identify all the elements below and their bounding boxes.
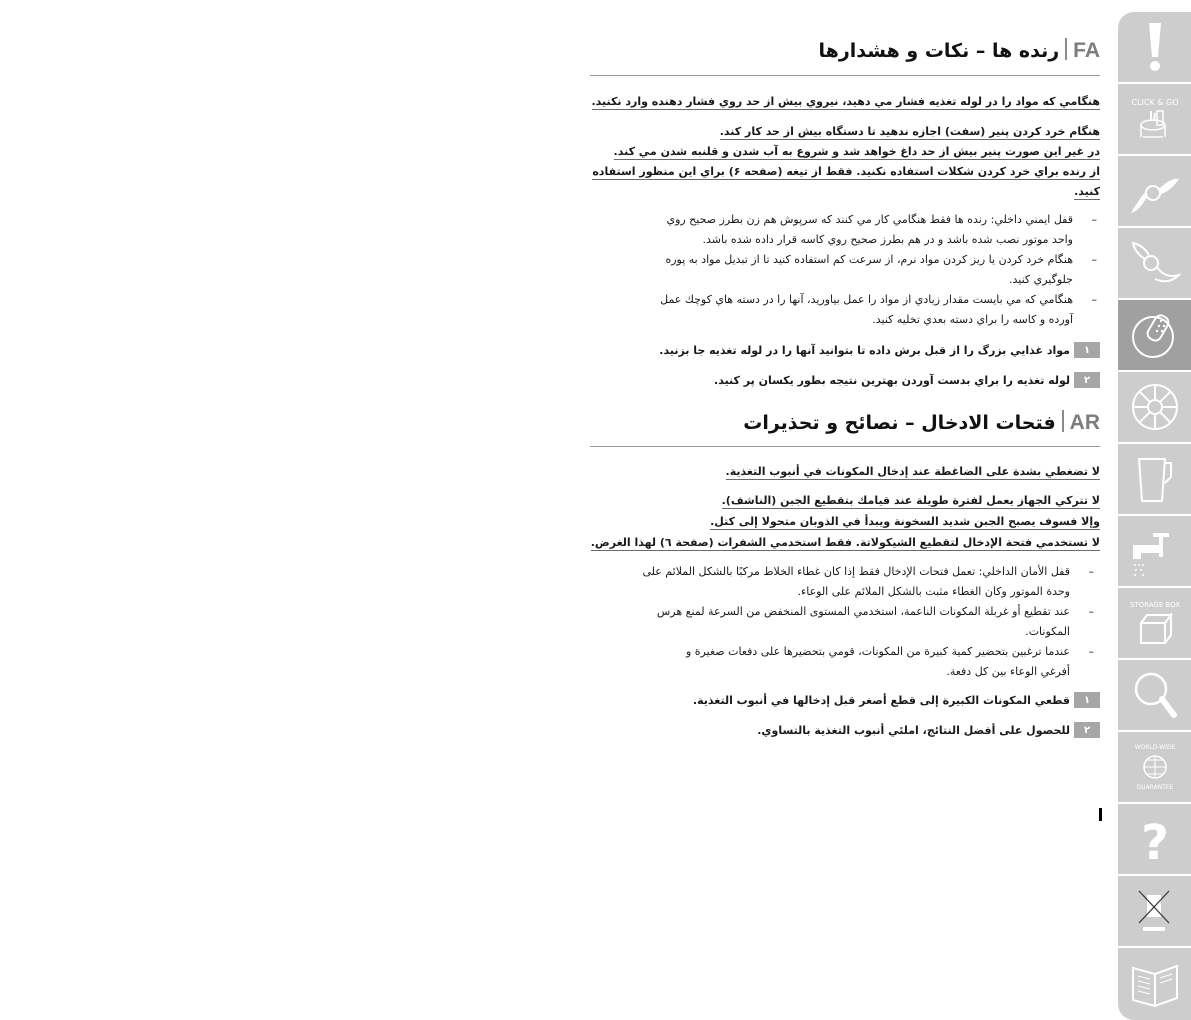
ar-lang-code: AR xyxy=(1069,411,1100,434)
fa-warning-3: در غير اين صورت پنير بيش از حد داغ خواهد شد و شروع به آب شدن و قلنبه شدن مي كند. xyxy=(613,145,1100,158)
tab-blade-1[interactable] xyxy=(1118,156,1191,228)
question-mark-icon xyxy=(1129,811,1181,867)
ar-warning-2: لا تتركي الجهاز يعمل لفترة طويلة عند قيامك بتقطيع الجبن (الناشف). xyxy=(721,494,1100,507)
title-separator xyxy=(1065,38,1067,60)
tab-blender-jug[interactable] xyxy=(1118,444,1191,516)
tab-help[interactable] xyxy=(1118,804,1191,876)
tab-whisk-disc[interactable] xyxy=(1118,372,1191,444)
fa-step-2 xyxy=(714,372,1100,388)
svg-text:GUARANTEE: GUARANTEE xyxy=(1136,784,1173,791)
tab-click-and-go[interactable] xyxy=(1118,84,1191,156)
crossed-bin-icon xyxy=(1129,883,1181,939)
magnifier-icon xyxy=(1129,667,1181,723)
blade-icon xyxy=(1129,163,1181,219)
click-and-go-icon xyxy=(1129,91,1181,147)
fa-bullet-list xyxy=(595,210,1105,330)
step-number-badge: ۲ xyxy=(1074,372,1100,388)
fa-step-1 xyxy=(659,342,1100,358)
fa-warning-4: از رنده براي خرد كردن شكلات استفاده نكنيد. فقط از تيغه (صفحه ۶) براي اين منظور استفاده xyxy=(592,165,1100,178)
tab-warning[interactable] xyxy=(1118,12,1191,84)
jug-icon xyxy=(1129,451,1181,507)
step-text: قطعي المكونات الكبيرة إلى قطع أصغر قبل إدخالها في أنبوب التغذية. xyxy=(692,693,1070,707)
fa-lang-code: FA xyxy=(1073,39,1100,62)
step-text: للحصول على أفضل النتائج، املئي أنبوب التغذية بالتساوي. xyxy=(757,723,1070,737)
fa-title-text: رنده ها – نکات و هشدارها xyxy=(818,40,1060,62)
tab-grater-discs[interactable] xyxy=(1118,300,1191,372)
step-text: لوله تغذيه را براي بدست آوردن بهترين نتيجه بطور يكسان پر كنيد. xyxy=(714,373,1070,387)
tab-storage-box[interactable] xyxy=(1118,588,1191,660)
fa-bullet-item: – قفل ايمني داخلي: رنده ها فقط هنگامي كار مي كنند كه سرپوش هم زن بطرز صحيح روي واحد موتور نصب شده باشد و در هم بطرز صحيح روي كاسه قرار داده شده باشد. xyxy=(666,213,1097,246)
fa-bullet-item: – هنگام خرد كردن يا ريز كردن مواد نرم، از سرعت كم استفاده كنيد تا از تبديل مواد به پوره جلوگيري كنيد. xyxy=(665,253,1097,286)
dough-blade-icon xyxy=(1129,235,1181,291)
ar-warning-4: لا تستخدمي فتحة الإدخال لتقطيع الشيكولاتة. فقط استخدمي الشفرات (صفحة ٦) لهذا الغرض. xyxy=(590,536,1100,549)
step-text: مواد غذايي بزرگ را از قبل برش داده تا بتوانيد آنها را در لوله تغذيه جا بزنيد. xyxy=(659,343,1070,357)
title-separator xyxy=(1062,410,1064,432)
tab-cleaning[interactable] xyxy=(1118,516,1191,588)
tab-blade-2[interactable] xyxy=(1118,228,1191,300)
ar-warning-3: وإلا فسوف يصبح الجبن شديد السخونة ويبدأ في الذوبان متحولا إلى كتل. xyxy=(710,515,1100,528)
ar-bullet-item: – قفل الأمان الداخلي: تعمل فتحات الإدخال فقط إذا كان غطاء الخلاط مركبًا بالشكل الملائم على وحدة الموتور وكان الغطاء مثبت بالشكل الملائم على الوعاء. xyxy=(642,565,1094,598)
storage-box-icon xyxy=(1129,595,1181,651)
emulsifying-disc-icon xyxy=(1129,379,1181,435)
tab-disposal[interactable] xyxy=(1118,876,1191,948)
svg-text:?: ? xyxy=(1140,815,1169,867)
open-book-icon xyxy=(1129,956,1181,1012)
svg-text:STORAGE BOX: STORAGE BOX xyxy=(1129,601,1180,609)
ar-title-text: فتحات الادخال – نصائح و تحذيرات xyxy=(743,412,1056,434)
fa-warning-2: هنگام خرد كردن پنير (سفت) اجازه ندهيد تا دستگاه بيش از حد كار كند. xyxy=(719,125,1100,138)
step-number-badge: ۱ xyxy=(1074,342,1100,358)
ar-step-2 xyxy=(757,722,1100,738)
fa-section-title xyxy=(590,38,1100,63)
chapter-tabs xyxy=(1118,12,1191,1020)
tab-troubleshooting[interactable] xyxy=(1118,660,1191,732)
ar-title-divider xyxy=(590,446,1100,447)
step-number-badge: ١ xyxy=(1074,692,1100,708)
world-guarantee-icon xyxy=(1129,739,1181,795)
svg-text:WORLD-WIDE: WORLD-WIDE xyxy=(1134,744,1175,751)
ar-bullet-item: – عند تقطيع أو غربلة المكونات الناعمة، استخدمي المستوى المنخفض من السرعة لمنع هرس المكونات. xyxy=(656,605,1094,638)
fa-bullet-item: – هنگامي كه مي بايست مقدار زيادي از مواد را عمل بياوريد، آنها را در دسته هاي كوچك عمل آورده و كاسه را براي دسته بعدي تخليه كنيد. xyxy=(660,293,1097,326)
ar-section-title xyxy=(590,410,1100,435)
fa-title-divider xyxy=(590,75,1100,76)
page-marker xyxy=(1099,808,1102,821)
svg-text:CLICK & GO: CLICK & GO xyxy=(1130,98,1179,107)
exclamation-icon xyxy=(1129,19,1181,75)
ar-warning-1: لا تضغطي بشدة على الضاغطة عند إدخال المكونات في أنبوب التغذية. xyxy=(725,465,1100,478)
tap-icon xyxy=(1129,523,1181,579)
fa-warning-5: كنيد. xyxy=(1074,185,1100,198)
ar-bullet-list xyxy=(592,562,1102,682)
grater-disc-icon xyxy=(1129,307,1181,363)
tab-recipe-book[interactable] xyxy=(1118,948,1191,1020)
step-number-badge: ٢ xyxy=(1074,722,1100,738)
fa-warning-1: هنگامي كه مواد را در لوله تغذيه فشار مي دهيد، نيروي بيش از حد روي فشار دهنده وارد نكنيد. xyxy=(591,95,1100,108)
tab-guarantee[interactable] xyxy=(1118,732,1191,804)
ar-bullet-item: – عندما ترغبين بتحضير كمية كبيرة من المكونات، قومي بتحضيرها على دفعات صغيرة و أفرغي الوعاء بين كل دفعة. xyxy=(685,645,1094,678)
ar-step-1 xyxy=(693,692,1100,708)
